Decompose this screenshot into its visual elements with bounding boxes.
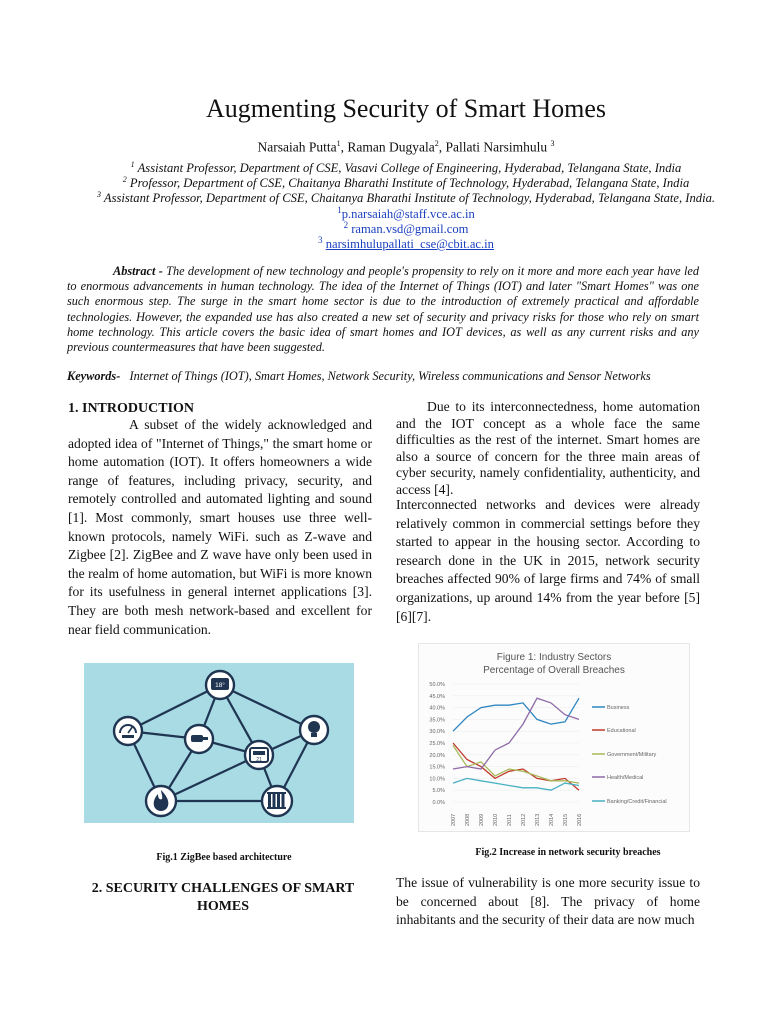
x-tick-label: 2015 bbox=[563, 813, 569, 826]
author-list: Narsaiah Putta$^1$, Raman Dugyala$^2$, Pallati Narsimhulu $^3$ bbox=[257, 139, 555, 155]
x-tick-label: 2011 bbox=[507, 814, 513, 826]
author-name: Pallati Narsimhulu bbox=[445, 139, 548, 155]
legend-label: Business bbox=[607, 705, 630, 711]
light-bulb-icon bbox=[308, 721, 320, 733]
legend-label: Government/Military bbox=[607, 752, 657, 758]
figure-1-caption: Fig.1 ZigBee based architecture bbox=[156, 852, 292, 863]
y-tick-label: 50.0% bbox=[429, 682, 445, 688]
author-name: Narsaiah Putta bbox=[257, 139, 337, 155]
x-tick-label: 2016 bbox=[577, 813, 583, 826]
gauge-node bbox=[114, 717, 142, 745]
zigbee-architecture-figure bbox=[84, 663, 354, 823]
legend-label: Banking/Credit/Financial bbox=[607, 799, 667, 805]
affiliation-2: $^2$ Professor, Department of CSE, Chaitanya Bharathi Institute of Technology, Hyderabad, Telangana State, India bbox=[122, 175, 690, 191]
email-2[interactable]: $^2$ raman.vsd@gmail.com bbox=[343, 220, 469, 237]
right-paragraph-2: Interconnected networks and devices were already relatively common in commercial settings before they started to appear in the housing sector. According to research done in the UK in 2015, network security breaches affected 90% of large firms and 74% of small organizations, up around 14% from the year before [5] [6][7]. bbox=[396, 497, 700, 624]
y-tick-label: 25.0% bbox=[429, 741, 445, 747]
x-tick-label: 2010 bbox=[493, 813, 499, 826]
right-paragraph-3: The issue of vulnerability is one more security issue to be concerned about [8]. The privacy of home inhabitants and the security of their data are now much bbox=[396, 875, 700, 928]
author-name: Raman Dugyala bbox=[347, 139, 435, 155]
chart-title: Figure 1: Industry Sectors bbox=[496, 652, 612, 663]
x-tick-label: 2014 bbox=[549, 813, 555, 826]
right-paragraph-1: Due to its interconnectedness, home automation and the IOT concept as a whole face the same difficulties as the rest of the internet. Smart homes are also a source of concern for the three main areas of cyber security, namely confidentiality, authenticity, and access [4]. bbox=[396, 399, 700, 497]
email-1[interactable]: $^1$p.narsaiah@staff.vce.ac.in bbox=[337, 205, 475, 222]
x-tick-label: 2007 bbox=[451, 813, 457, 826]
y-tick-label: 10.0% bbox=[429, 776, 445, 783]
x-tick-label: 2009 bbox=[479, 813, 485, 826]
legend-label: Educational bbox=[607, 728, 636, 734]
abstract: Abstract - The development of new technology and people's propensity to rely on it more and more each year have led to enormous advancements in human technology. The idea of the Internet of Things (IOT) and later "Smart Homes" was one such enormous step. The surge in the smart home sector is due to the introduction of extremely practical and affordable technologies. However, the expanded use has also created a new set of security and privacy risks for those who rely on smart home technology. This article covers the basic idea of smart homes and IOT devices, as well as any current risks and any previous countermeasures that have been suggested. bbox=[67, 264, 699, 355]
y-tick-label: 5.0% bbox=[432, 788, 445, 795]
y-tick-label: 15.0% bbox=[429, 764, 445, 771]
series-line bbox=[453, 698, 579, 731]
email-3[interactable]: $^3$ narsimhulupallati_cse@cbit.ac.in bbox=[318, 235, 494, 252]
affiliation-1: $^1$ Assistant Professor, Department of CSE, Vasavi College of Engineering, Hyderabad, Telangana State, India bbox=[130, 160, 682, 176]
y-tick-label: 0.0% bbox=[432, 800, 445, 806]
y-tick-label: 35.0% bbox=[429, 717, 445, 724]
y-tick-label: 20.0% bbox=[429, 752, 445, 759]
keywords: Keywords- Internet of Things (IOT), Smart Homes, Network Security, Wireless communications and Sensor Networks bbox=[67, 369, 651, 383]
chart-subtitle: Percentage of Overall Breaches bbox=[483, 665, 625, 676]
x-tick-label: 2012 bbox=[521, 813, 527, 826]
y-tick-label: 40.0% bbox=[429, 705, 445, 712]
camera-icon bbox=[191, 735, 203, 742]
x-tick-label: 2013 bbox=[535, 813, 541, 826]
section-heading-security-challenges: 2. SECURITY CHALLENGES OF SMART HOMES bbox=[91, 881, 355, 914]
x-tick-label: 2008 bbox=[465, 813, 471, 826]
y-tick-label: 30.0% bbox=[429, 729, 445, 736]
paper-title: Augmenting Security of Smart Homes bbox=[205, 94, 607, 123]
affiliation-3: $^3$ Assistant Professor, Department of CSE, Chaitanya Bharathi Institute of Technology, Hyderabad, Telangana State, India. bbox=[96, 190, 716, 206]
introduction-paragraph: A subset of the widely acknowledged and adopted idea of "Internet of Things," the smart home or home automation (IOT). It offers homeowners a wide range of features, including privacy, security, and remotely controlled and automated lighting and sound [1]. Most commonly, smart houses use three well-known protocols, namely WiFi. such as Z-wave and Zigbee [2]. ZigBee and Z wave have only been used in the realm of home automation, but WiFi is more known for its usefulness in general internet applications [3]. They are both mesh network-based and excellent for near field communication. bbox=[68, 417, 372, 637]
series-line bbox=[453, 698, 579, 769]
section-heading-introduction: 1. INTRODUCTION bbox=[68, 401, 195, 416]
legend-label: Health/Medical bbox=[607, 775, 644, 781]
zigbee-network-diagram bbox=[84, 663, 354, 823]
series-line bbox=[453, 745, 579, 783]
svg-text:21: 21 bbox=[256, 757, 262, 763]
y-tick-label: 45.0% bbox=[429, 693, 445, 700]
figure-2-caption: Fig.2 Increase in network security breaches bbox=[475, 847, 661, 858]
breaches-chart-figure bbox=[418, 643, 690, 832]
svg-text:18°: 18° bbox=[215, 682, 225, 689]
breaches-line-chart bbox=[419, 644, 689, 831]
